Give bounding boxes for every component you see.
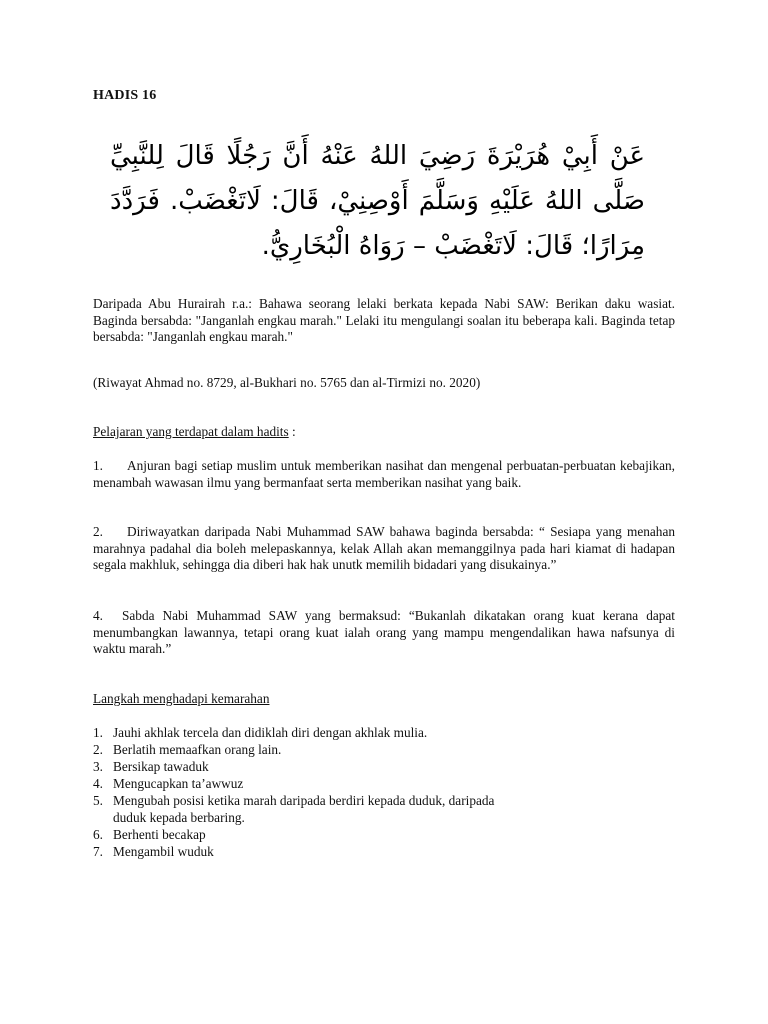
lesson-text: Sabda Nabi Muhammad SAW yang bermaksud: “Bukanlah dikatakan orang kuat kerana dapat menumbangkan lawannya, tetapi orang kuat ialah orang yang mampu mengendalikan hawa nafsunya di waktu marah.”: [93, 608, 675, 657]
list-item: [93, 843, 675, 860]
hadith-reference: (Riwayat Ahmad no. 8729, al-Bukhari no. 5765 dan al-Tirmizi no. 2020): [93, 375, 481, 390]
steps-heading: [93, 691, 675, 708]
list-item: [93, 775, 675, 792]
lesson-text: Diriwayatkan daripada Nabi Muhammad SAW bahawa baginda bersabda: “ Sesiapa yang menahan marahnya padahal dia boleh melepaskannya, kelak Allah akan memanggilnya pada hari kiamat di hadapan segala makhluk, sehingga dia diberi hak hak unutk memilih bidadari yang disukainya.”: [93, 524, 675, 573]
steps-title: Langkah menghadapi kemarahan: [93, 691, 270, 706]
arabic-hadith-text: عَنْ أَبِيْ هُرَيْرَةَ رَضِيَ اللهُ عَنْهُ أَنَّ رَجُلًا قَالَ لِلنَّبِيِّ صَلَّى اللهُ عَلَيْهِ وَسَلَّمَ أَوْصِنِيْ، قَالَ: لَاتَغْضَبْ. فَرَدَّدَ مِرَارًا؛ قَالَ: لَاتَغْضَبْ – رَوَاهُ الْبُخَارِيُّ.: [110, 141, 645, 261]
step-text: Mengambil wuduk: [113, 844, 214, 859]
steps-list: [93, 724, 675, 860]
lesson-text: Anjuran bagi setiap muslim untuk memberikan nasihat dan mengenal perbuatan-perbuatan kebajikan, menambah wawasan ilmu yang bermanfaat serta memberikan nasihat yang baik.: [93, 458, 675, 490]
lesson-item: [93, 524, 675, 574]
step-text: Mengucapkan ta’awwuz: [113, 776, 244, 791]
step-text: Jauhi akhlak tercela dan didiklah diri dengan akhlak mulia.: [113, 725, 428, 740]
step-text: Berlatih memaafkan orang lain.: [113, 742, 282, 757]
step-text: Bersikap tawaduk: [113, 759, 209, 774]
lessons-title-suffix: :: [288, 424, 296, 439]
lessons-title: Pelajaran yang terdapat dalam hadits: [93, 424, 289, 439]
list-item: [93, 826, 675, 843]
list-item: [93, 792, 675, 826]
step-text: Berhenti becakap: [113, 827, 206, 842]
lessons-heading: [93, 424, 675, 441]
hadith-translation: Daripada Abu Hurairah r.a.: Bahawa seorang lelaki berkata kepada Nabi SAW: Berikan daku wasiat. Baginda bersabda: "Janganlah engkau marah." Lelaki itu mengulangi soalan itu beberapa kali. Baginda tetap bersabda: "Janganlah engkau marah.": [93, 296, 675, 345]
list-item: [93, 741, 675, 758]
page-title: HADIS 16: [93, 88, 157, 103]
step-number: 5.: [93, 793, 103, 808]
step-number: 1.: [93, 725, 103, 740]
step-number: 4.: [93, 776, 103, 791]
lesson-item: [93, 608, 675, 658]
lesson-item: [93, 458, 675, 491]
step-number: 2.: [93, 742, 103, 757]
list-item: [93, 724, 675, 741]
step-number: 7.: [93, 844, 103, 859]
list-item: [93, 758, 675, 775]
lesson-number: 1.: [93, 458, 103, 473]
step-text: Mengubah posisi ketika marah daripada berdiri kepada duduk, daripada duduk kepada berbaring.: [113, 793, 495, 825]
step-number: 6.: [93, 827, 103, 842]
lesson-number: 4.: [93, 608, 103, 623]
step-number: 3.: [93, 759, 103, 774]
lesson-number: 2.: [93, 524, 103, 539]
